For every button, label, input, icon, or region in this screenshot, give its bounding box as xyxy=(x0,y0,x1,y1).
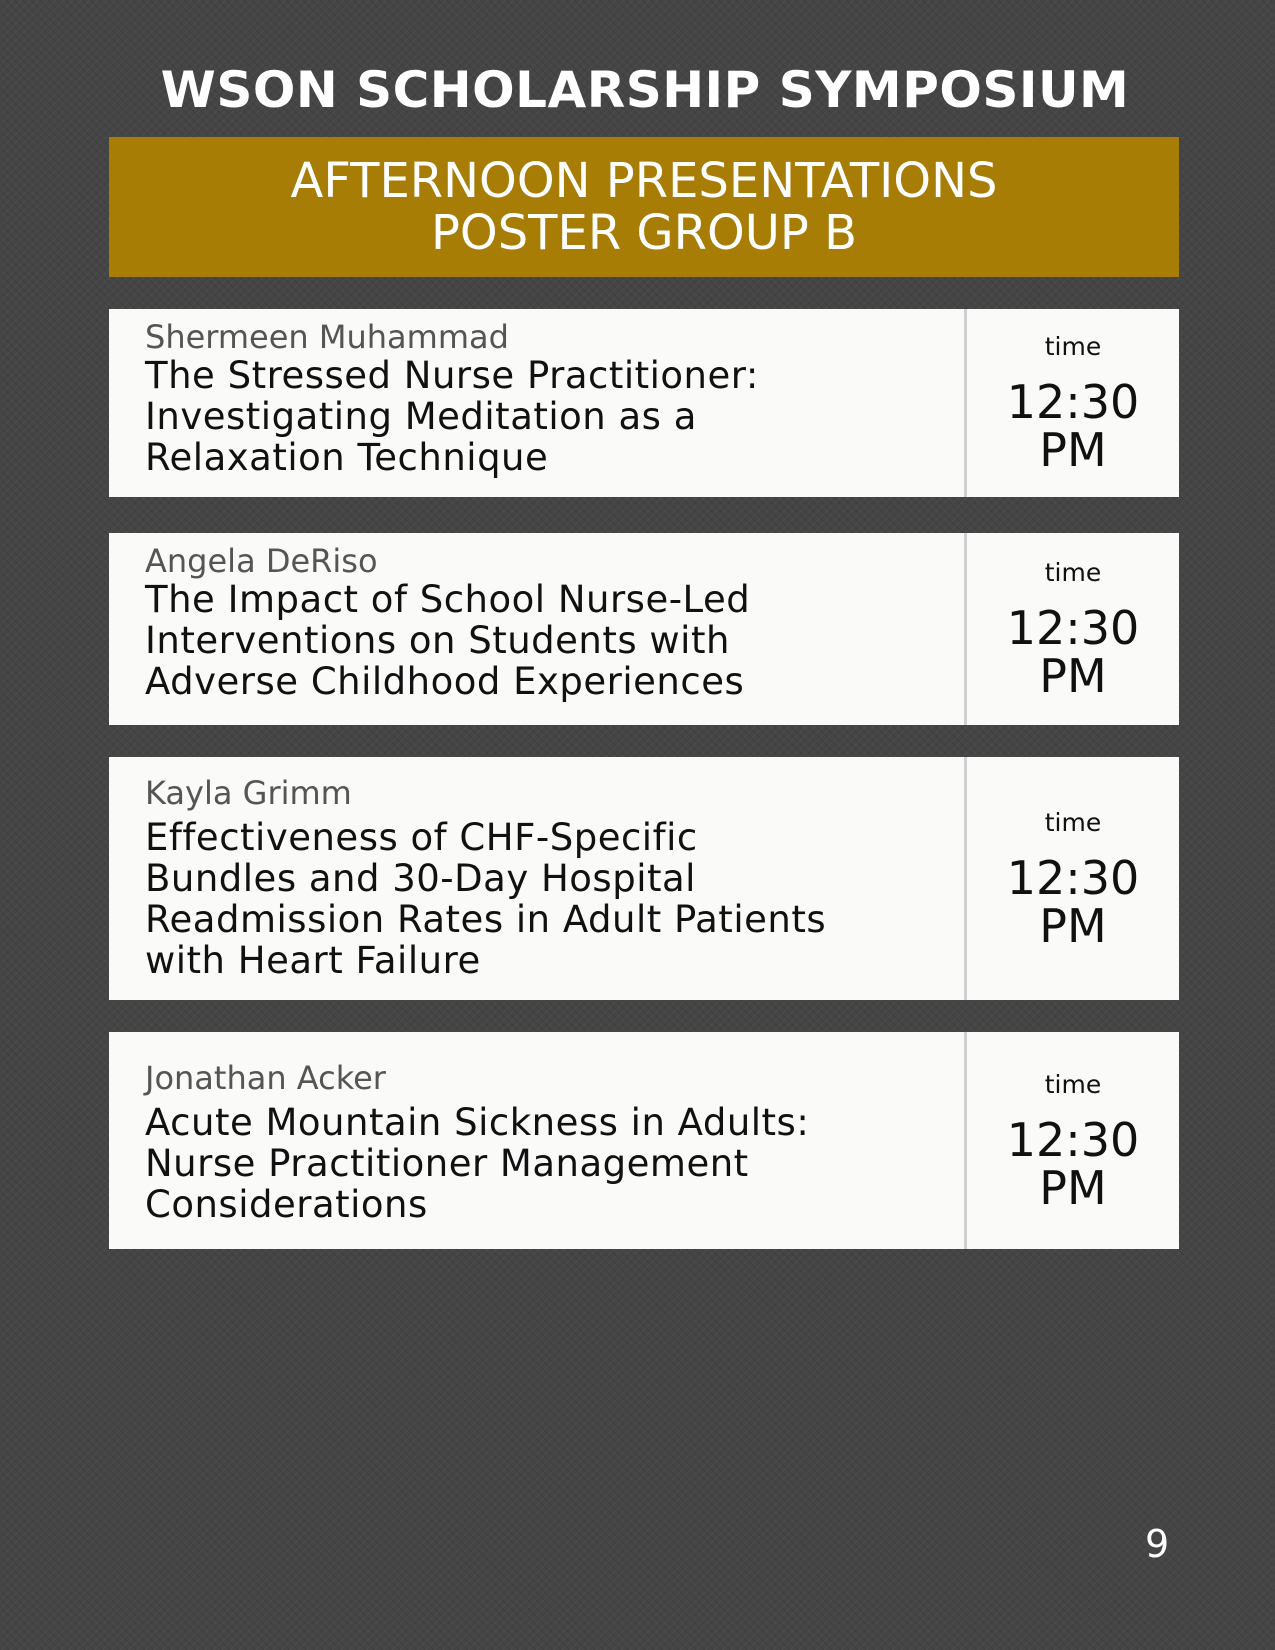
time-value-meridiem: PM xyxy=(1039,423,1107,477)
page-title: WSON SCHOLARSHIP SYMPOSIUM xyxy=(160,61,1130,119)
title-line: with Heart Failure xyxy=(145,939,481,982)
presentation-text xyxy=(145,543,925,702)
title-line: Investigating Meditation as a xyxy=(145,395,697,438)
presentation-card-4 xyxy=(109,1032,1179,1249)
banner-line-1: AFTERNOON PRESENTATIONS xyxy=(290,153,998,209)
presentation-title xyxy=(145,355,925,478)
presenter-name: Angela DeRiso xyxy=(145,542,378,580)
time-value-hour: 12:30 xyxy=(1006,375,1140,429)
presenter-name: Shermeen Muhammad xyxy=(145,318,509,356)
time-label: time xyxy=(1044,558,1102,587)
time-column xyxy=(967,1032,1179,1249)
time-value-hour: 12:30 xyxy=(1006,1112,1140,1167)
presentation-card-1 xyxy=(109,309,1179,497)
title-line: Nurse Practitioner Management xyxy=(145,1142,749,1185)
time-label: time xyxy=(1044,807,1102,837)
presentation-text xyxy=(145,775,925,981)
title-line: Bundles and 30-Day Hospital xyxy=(145,857,696,900)
time-column xyxy=(967,309,1179,497)
time-value xyxy=(1006,601,1140,703)
time-column xyxy=(967,533,1179,725)
title-line: Interventions on Students with xyxy=(145,619,730,662)
title-line: Effectiveness of CHF-Specific xyxy=(145,816,698,859)
presentation-title xyxy=(145,1102,925,1225)
time-value xyxy=(1006,850,1140,953)
time-label: time xyxy=(1044,1069,1102,1099)
title-line: Adverse Childhood Experiences xyxy=(145,660,745,703)
time-value-hour: 12:30 xyxy=(1006,850,1140,905)
title-line: Readmission Rates in Adult Patients xyxy=(145,898,827,941)
presentation-card-3 xyxy=(109,757,1179,1000)
presentation-card-2 xyxy=(109,533,1179,725)
title-line: Considerations xyxy=(145,1183,428,1226)
section-banner xyxy=(109,137,1179,277)
time-column xyxy=(967,757,1179,1000)
title-line: Acute Mountain Sickness in Adults: xyxy=(145,1101,810,1144)
time-value xyxy=(1006,375,1140,477)
presentation-text xyxy=(145,319,925,478)
banner-line-2: POSTER GROUP B xyxy=(430,205,858,261)
presentation-title xyxy=(145,579,925,702)
time-value xyxy=(1006,1112,1140,1215)
time-value-hour: 12:30 xyxy=(1006,601,1140,655)
title-line: The Impact of School Nurse-Led xyxy=(145,578,751,621)
time-label: time xyxy=(1044,332,1102,361)
presenter-name: Jonathan Acker xyxy=(145,1059,386,1097)
title-line: Relaxation Technique xyxy=(145,436,549,479)
time-value-meridiem: PM xyxy=(1039,1160,1107,1215)
page-number: 9 xyxy=(1145,1522,1170,1566)
presenter-name: Kayla Grimm xyxy=(145,774,352,812)
title-line: The Stressed Nurse Practitioner: xyxy=(145,354,759,397)
time-value-meridiem: PM xyxy=(1039,898,1107,953)
presentation-title xyxy=(145,817,925,981)
time-value-meridiem: PM xyxy=(1039,649,1107,703)
presentation-text xyxy=(145,1060,925,1225)
